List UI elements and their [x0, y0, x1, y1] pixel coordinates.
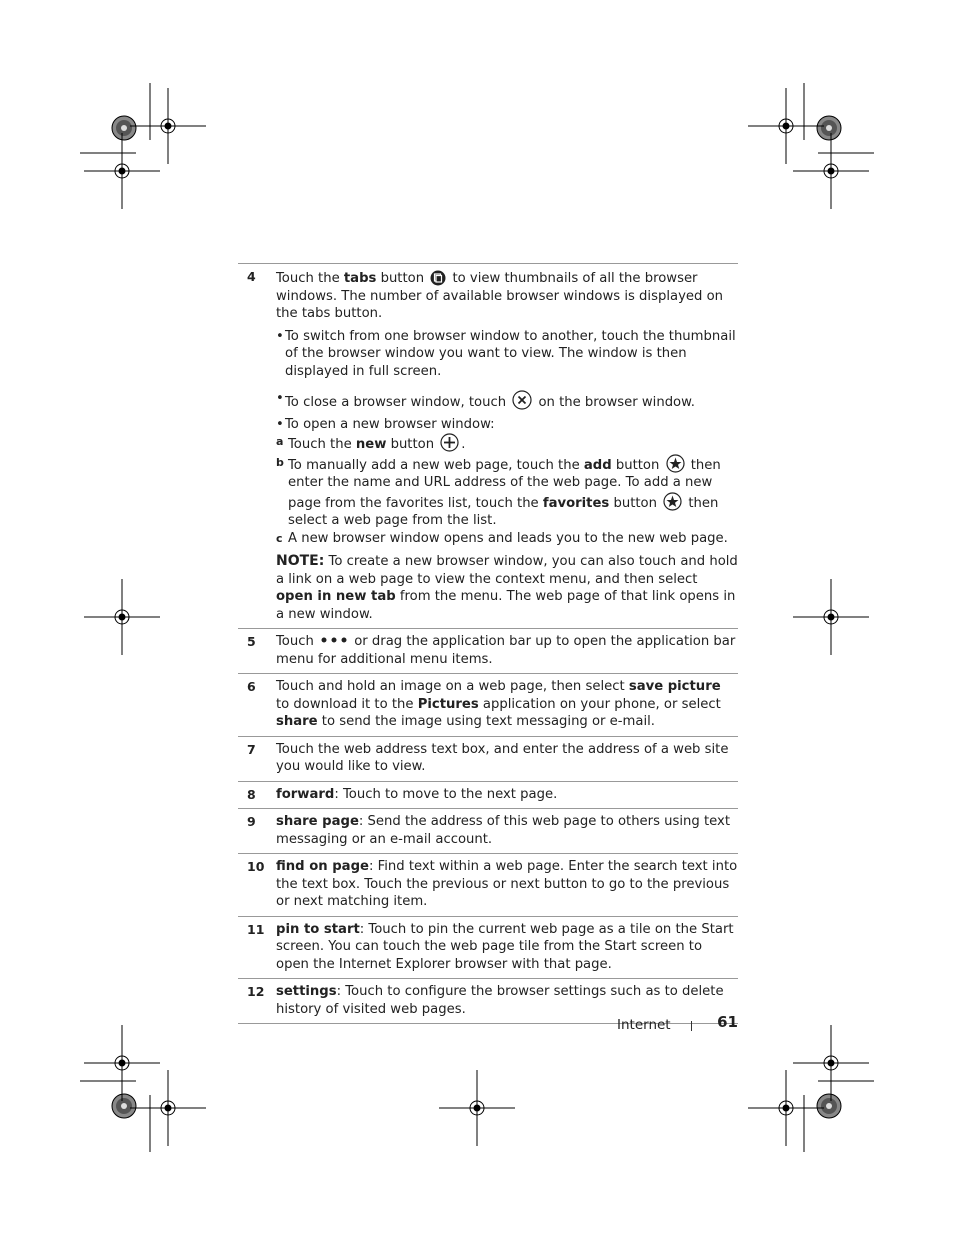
- crosshair-mark: [84, 1025, 160, 1101]
- footer-divider: [691, 1021, 692, 1031]
- sub-step: c A new browser window opens and leads you to the new web page.: [276, 530, 728, 546]
- step-number: 9: [247, 814, 256, 829]
- sub-step: b To manually add a new web page, touch the add button then enter the name and URL address of the web page. To add a new page from the favorites list, touch the favorites button then select a web page from the list.: [276, 455, 721, 528]
- table-row: [238, 781, 738, 809]
- step-text: share page: Send the address of this web page to others using text messaging or an e-mail account.: [276, 814, 730, 847]
- table-row: [238, 916, 738, 979]
- close-circle-icon: [512, 390, 532, 410]
- tabs-icon: [430, 270, 446, 286]
- list-item: • To close a browser window, touch on the browser window.: [276, 390, 738, 412]
- table-row: [238, 853, 738, 916]
- table-row: [238, 808, 738, 853]
- crosshair-mark: [793, 579, 869, 655]
- crosshair-mark: [84, 133, 160, 209]
- table-row: [238, 673, 738, 736]
- steps-table: [238, 263, 738, 1024]
- step-text: Touch or drag the application bar up to open the application bar menu for additional menu items.: [276, 634, 736, 667]
- crosshair-mark: [130, 1070, 206, 1146]
- step-text: Touch the web address text box, and enter the address of a web site you would like to view.: [276, 741, 729, 774]
- crosshair-mark: [793, 133, 869, 209]
- step-text: Touch and hold an image on a web page, then select save picture to download it to the Pictures application on your phone, or select share to send the image using text messaging or e-mail.: [276, 679, 721, 729]
- step-number: 12: [247, 984, 265, 999]
- step-text: Touch the tabs button to view thumbnails of all the browser windows. The number of available browser windows is displayed on the tabs button.: [276, 271, 723, 321]
- note: NOTE: To create a new browser window, you can also touch and hold a link on a web page to view the context menu, and then select open in new tab from the menu. The web page of that link opens in a new window.: [276, 553, 738, 622]
- step-text: forward: Touch to move to the next page.: [276, 786, 558, 802]
- crosshair-mark: [130, 88, 206, 164]
- step-text: settings: Touch to configure the browser settings such as to delete history of visited web pages.: [276, 984, 724, 1017]
- list-item: • To switch from one browser window to another, touch the thumbnail of the browser window you want to view. The window is then displayed in full screen.: [276, 328, 738, 381]
- table-row: [238, 628, 738, 673]
- favorites-icon: [663, 492, 682, 511]
- color-wheel-mark: [817, 1094, 841, 1118]
- step-number: 4: [247, 269, 256, 284]
- step-text: find on page: Find text within a web page. Enter the search text into the text box. Touch the previous or next button to go to the previous or next matching item.: [276, 859, 738, 909]
- ellipsis-icon: [320, 635, 348, 645]
- page-number: 61: [717, 1013, 738, 1031]
- star-add-icon: [666, 454, 685, 473]
- table-row: [238, 263, 738, 628]
- crosshair-mark: [748, 88, 824, 164]
- step-number: 10: [247, 859, 265, 874]
- step-number: 11: [247, 921, 265, 937]
- sub-step: a Touch the new button .: [276, 435, 466, 452]
- page-footer: [617, 1014, 738, 1036]
- crosshair-mark: [439, 1070, 515, 1146]
- add-circle-icon: [440, 433, 459, 452]
- step-number: 6: [247, 679, 256, 694]
- step-number: 5: [247, 634, 256, 649]
- section-name: Internet: [617, 1017, 671, 1033]
- color-wheel-mark: [112, 1094, 136, 1118]
- table-row: [238, 736, 738, 781]
- color-wheel-mark: [817, 116, 841, 140]
- step-number: 7: [247, 741, 256, 757]
- crosshair-mark: [793, 1025, 869, 1101]
- list-item: • To open a new browser window:: [276, 416, 738, 434]
- color-wheel-mark: [112, 116, 136, 140]
- crosshair-mark: [84, 579, 160, 655]
- step-text: pin to start: Touch to pin the current web page as a tile on the Start screen. You can touch the web page tile from the Start screen to open the Internet Explorer browser with that page.: [276, 921, 734, 972]
- step-number: 8: [247, 786, 256, 802]
- crosshair-mark: [748, 1070, 824, 1146]
